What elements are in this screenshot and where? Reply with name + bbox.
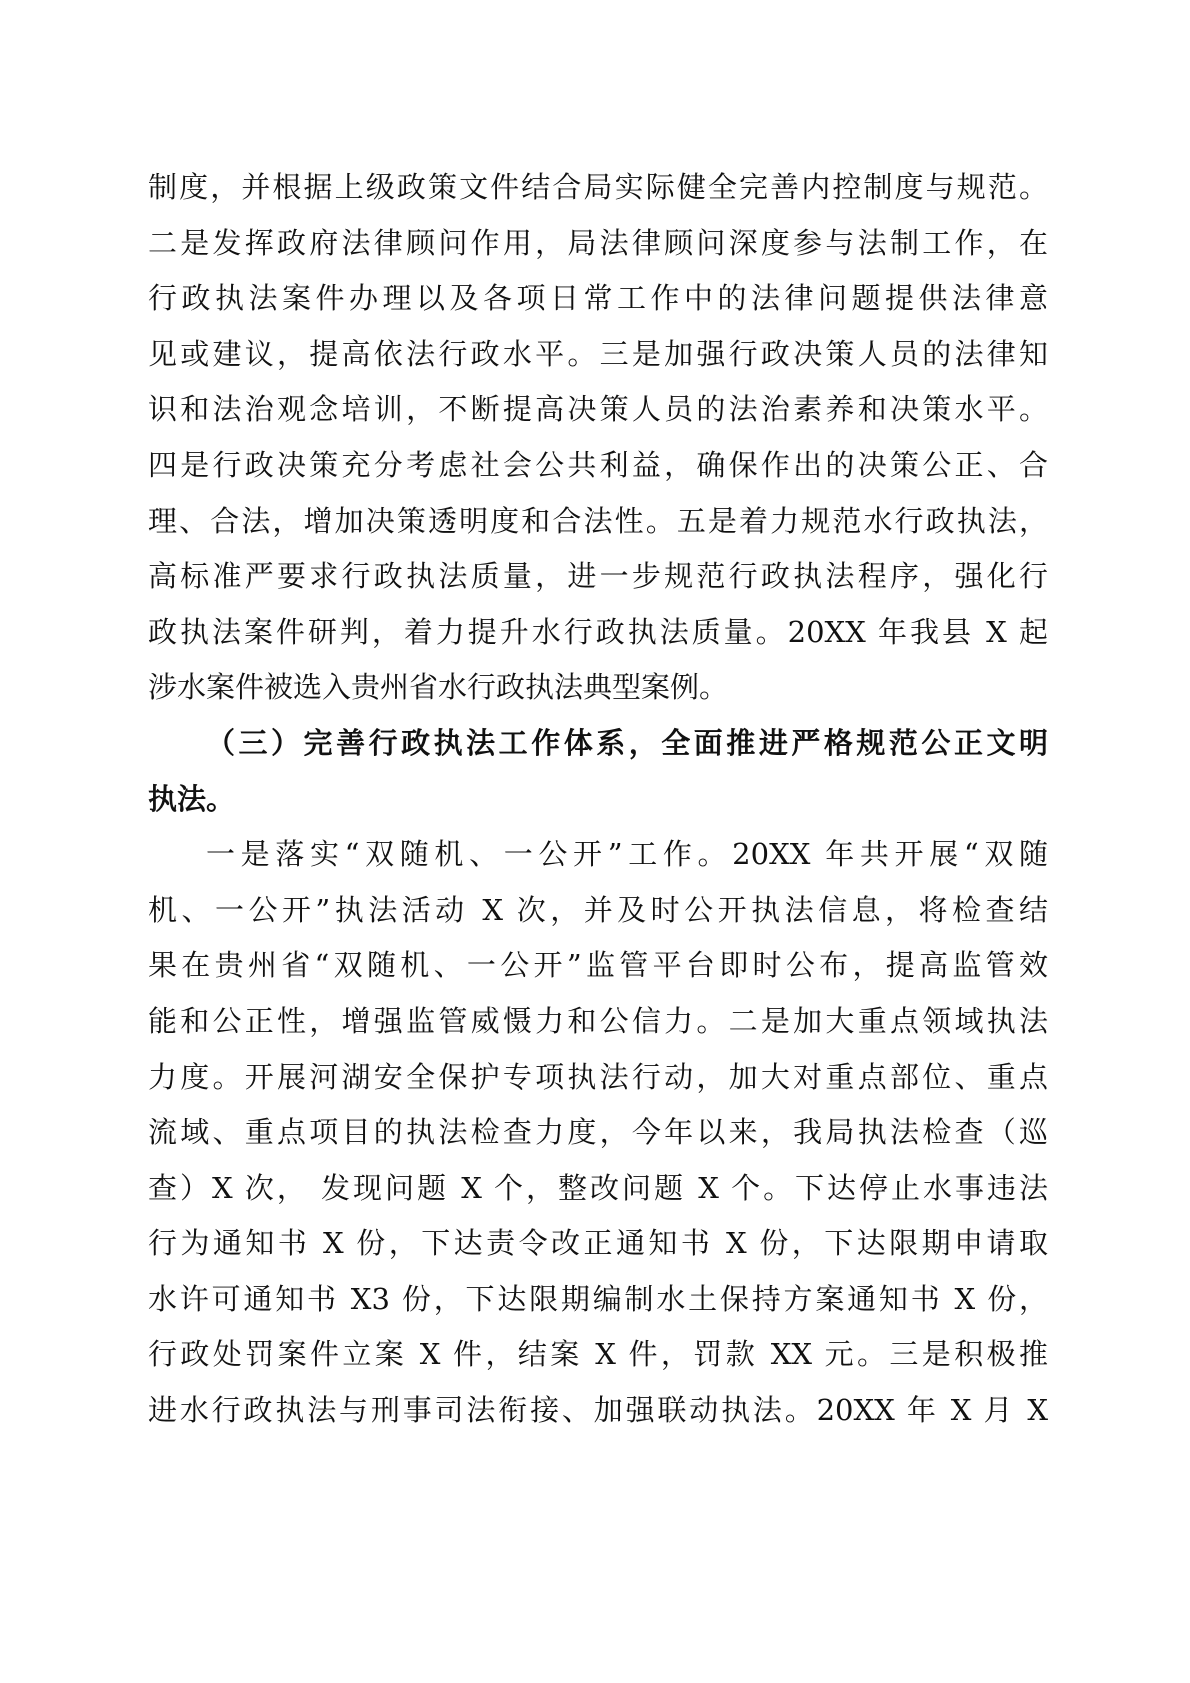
paragraph-line: 制度，并根据上级政策文件结合局实际健全完善内控制度与规范。 bbox=[148, 170, 1048, 204]
paragraph-line: 进水行政执法与刑事司法衔接、加强联动执法。20XX 年 X 月 X bbox=[148, 1393, 1048, 1428]
paragraph-line: 高标准严要求行政执法质量，进一步规范行政执法程序，强化行 bbox=[148, 559, 1048, 594]
document-body bbox=[148, 160, 1048, 1439]
paragraph-line: 理、合法，增加决策透明度和合法性。五是着力规范水行政执法， bbox=[148, 503, 1048, 538]
paragraph-line: 四是行政决策充分考虑社会公共利益，确保作出的决策公正、合 bbox=[148, 447, 1048, 482]
paragraph-line: 政执法案件研判，着力提升水行政执法质量。20XX 年我县 X 起 bbox=[148, 614, 1048, 649]
paragraph-line: 行为通知书 X 份，下达责令改正通知书 X 份，下达限期申请取 bbox=[148, 1226, 1048, 1261]
paragraph-line: 机、一公开”执法活动 X 次，并及时公开执法信息，将检查结 bbox=[148, 892, 1048, 927]
paragraph-line: 流域、重点项目的执法检查力度，今年以来，我局执法检查（巡 bbox=[148, 1115, 1048, 1150]
paragraph-line: 二是发挥政府法律顾问作用，局法律顾问深度参与法制工作，在 bbox=[148, 225, 1048, 260]
paragraph-line: 力度。开展河湖安全保护专项执法行动，加大对重点部位、重点 bbox=[148, 1059, 1048, 1094]
paragraph-line: 一是落实“双随机、一公开”工作。20XX 年共开展“双随 bbox=[206, 837, 1048, 872]
paragraph-line: 行政处罚案件立案 X 件，结案 X 件，罚款 XX 元。三是积极推 bbox=[148, 1337, 1048, 1372]
paragraph-line: 行政执法案件办理以及各项日常工作中的法律问题提供法律意 bbox=[148, 281, 1048, 316]
paragraph-line: 查）X 次， 发现问题 X 个，整改问题 X 个。下达停止水事违法 bbox=[148, 1170, 1048, 1205]
paragraph-line: 水许可通知书 X3 份，下达限期编制水土保持方案通知书 X 份， bbox=[148, 1281, 1048, 1316]
section-heading: 执法。 bbox=[148, 781, 236, 816]
paragraph-line: 能和公正性，增强监管威慑力和公信力。二是加大重点领域执法 bbox=[148, 1003, 1048, 1038]
paragraph-line: 果在贵州省“双随机、一公开”监管平台即时公布，提高监管效 bbox=[148, 948, 1048, 983]
paragraph-line: 见或建议，提高依法行政水平。三是加强行政决策人员的法律知 bbox=[148, 336, 1048, 371]
paragraph-line: 识和法治观念培训，不断提高决策人员的法治素养和决策水平。 bbox=[148, 392, 1048, 427]
section-heading: （三）完善行政执法工作体系，全面推进严格规范公正文明 bbox=[206, 725, 1048, 760]
paragraph-line: 涉水案件被选入贵州省水行政执法典型案例。 bbox=[148, 670, 729, 705]
